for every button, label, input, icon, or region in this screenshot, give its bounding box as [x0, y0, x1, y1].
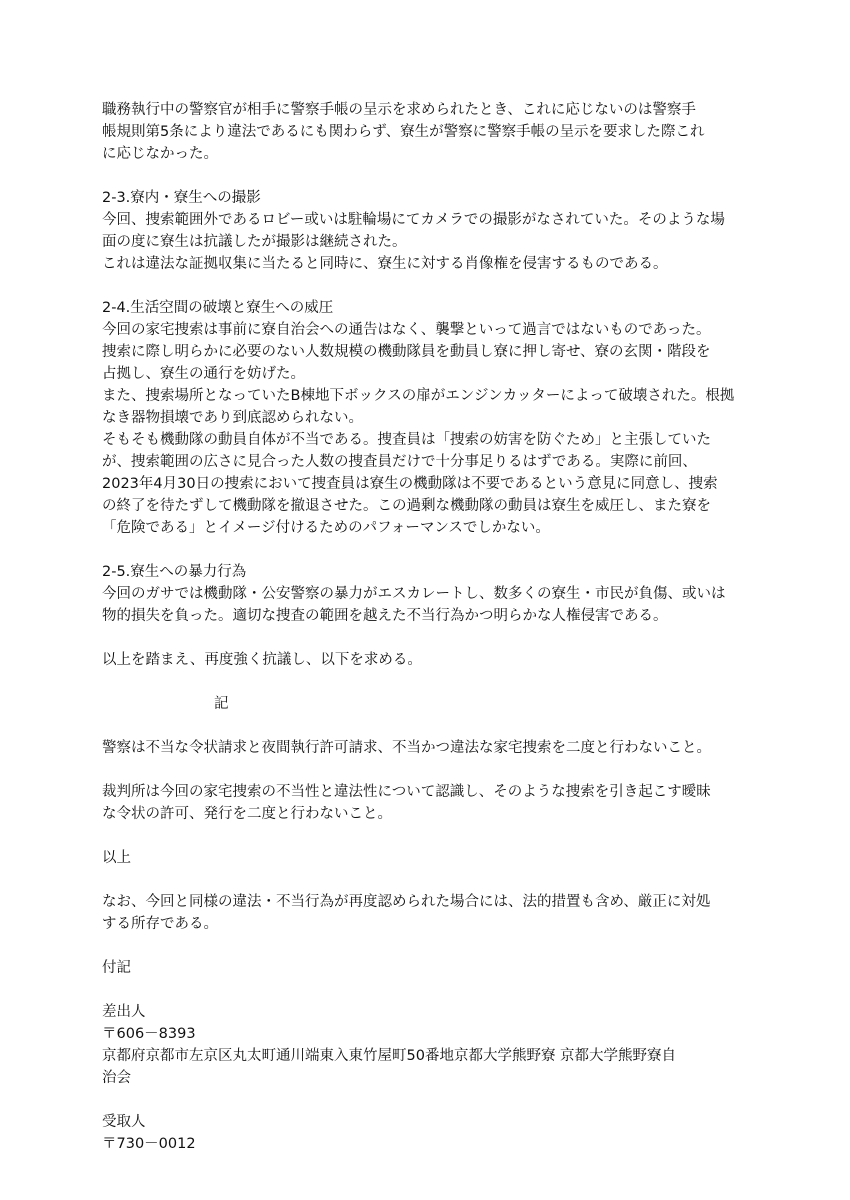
- text-line: 今回のガサでは機動隊・公安警察の暴力がエスカレートし、数多くの寮生・市民が負傷、或いは: [102, 586, 726, 602]
- recipient-block: [102, 1111, 762, 1155]
- sender-postal: 〒606－8393: [102, 1026, 196, 1042]
- text-line: 帳規則第5条により違法であるにも関わらず、寮生が警察に警察手帳の呈示を要求した際これ: [102, 124, 705, 140]
- closing-paragraph: [102, 891, 762, 935]
- text-line: 警察は不当な令状請求と夜間執行許可請求、不当かつ違法な家宅捜索を二度と行わないこと。: [102, 740, 711, 756]
- section-2-4: [102, 297, 762, 539]
- text-line: 捜索に際し明らかに必要のない人数規模の機動隊員を動員し寮に押し寄せ、寮の玄関・階段を: [102, 344, 711, 360]
- text-line: そもそも機動隊の動員自体が不当である。捜査員は「捜索の妨害を防ぐため」と主張していた: [102, 432, 711, 448]
- section-2-5: [102, 561, 762, 627]
- text-line: これは違法な証拠収集に当たると同時に、寮生に対する肖像権を侵害するものである。: [102, 256, 668, 272]
- document-body: [102, 99, 762, 1177]
- section-heading: 2-5.寮生への暴力行為: [102, 564, 247, 580]
- text-line: 職務執行中の警察官が相手に警察手帳の呈示を求められたとき、これに応じないのは警察手: [102, 102, 696, 118]
- text-line: 記: [214, 696, 229, 712]
- sender-address: 京都府京都市左京区丸太町通川端東入東竹屋町50番地京都大学熊野寮 京都大学熊野寮自: [102, 1048, 677, 1064]
- intro-paragraph: [102, 99, 762, 165]
- appendix-heading: [102, 957, 762, 979]
- demand-police: [102, 737, 762, 759]
- text-line: なき器物損壊であり到底認められない。: [102, 410, 363, 426]
- text-line: の終了を待たずして機動隊を撤退させた。この過剰な機動隊の動員は寮生を威圧し、また寮を: [102, 498, 711, 514]
- text-line: 今回、捜索範囲外であるロビー或いは駐輪場にてカメラでの撮影がなされていた。そのような場: [102, 212, 725, 228]
- protest-statement: [102, 649, 762, 671]
- text-line: なお、今回と同様の違法・不当行為が再度認められた場合には、法的措置も含め、厳正に対処: [102, 894, 711, 910]
- ki-marker: [102, 693, 762, 715]
- text-line: 裁判所は今回の家宅捜索の不当性と違法性について認識し、そのような捜索を引き起こす曖昧: [102, 784, 711, 800]
- sender-address: 治会: [102, 1070, 131, 1086]
- text-line: が、捜索範囲の広さに見合った人数の捜査員だけで十分事足りるはずである。実際に前回、: [102, 454, 697, 470]
- sender-label: 差出人: [102, 1004, 146, 1020]
- section-2-3: [102, 187, 762, 275]
- text-line: する所存である。: [102, 916, 218, 932]
- section-heading: 2-3.寮内・寮生への撮影: [102, 190, 261, 206]
- recipient-postal: 〒730－0012: [102, 1136, 196, 1152]
- ijou-marker: [102, 847, 762, 869]
- sender-block: [102, 1001, 762, 1089]
- text-line: に応じなかった。: [102, 146, 218, 162]
- text-line: 付記: [102, 960, 131, 976]
- text-line: 今回の家宅捜索は事前に寮自治会への通告はなく、襲撃といって過言ではないものであった。: [102, 322, 711, 338]
- text-line: 物的損失を負った。適切な捜査の範囲を越えた不当行為かつ明らかな人権侵害である。: [102, 608, 668, 624]
- text-line: 「危険である」とイメージ付けるためのパフォーマンスでしかない。: [102, 520, 550, 536]
- text-line: 占拠し、寮生の通行を妨げた。: [102, 366, 305, 382]
- text-line: 面の度に寮生は抗議したが撮影は継続された。: [102, 234, 407, 250]
- text-line: な令状の許可、発行を二度と行わないこと。: [102, 806, 392, 822]
- text-line: 以上: [102, 850, 131, 866]
- text-line: 以上を踏まえ、再度強く抗議し、以下を求める。: [102, 652, 422, 668]
- section-heading: 2-4.生活空間の破壊と寮生への威圧: [102, 300, 334, 316]
- text-line: また、捜索場所となっていたB棟地下ボックスの扉がエンジンカッターによって破壊された。根拠: [102, 388, 735, 404]
- demand-court: [102, 781, 762, 825]
- recipient-label: 受取人: [102, 1114, 146, 1130]
- text-line: 2023年4月30日の捜索において捜査員は寮生の機動隊は不要であるという意見に同意し、捜索: [102, 476, 718, 492]
